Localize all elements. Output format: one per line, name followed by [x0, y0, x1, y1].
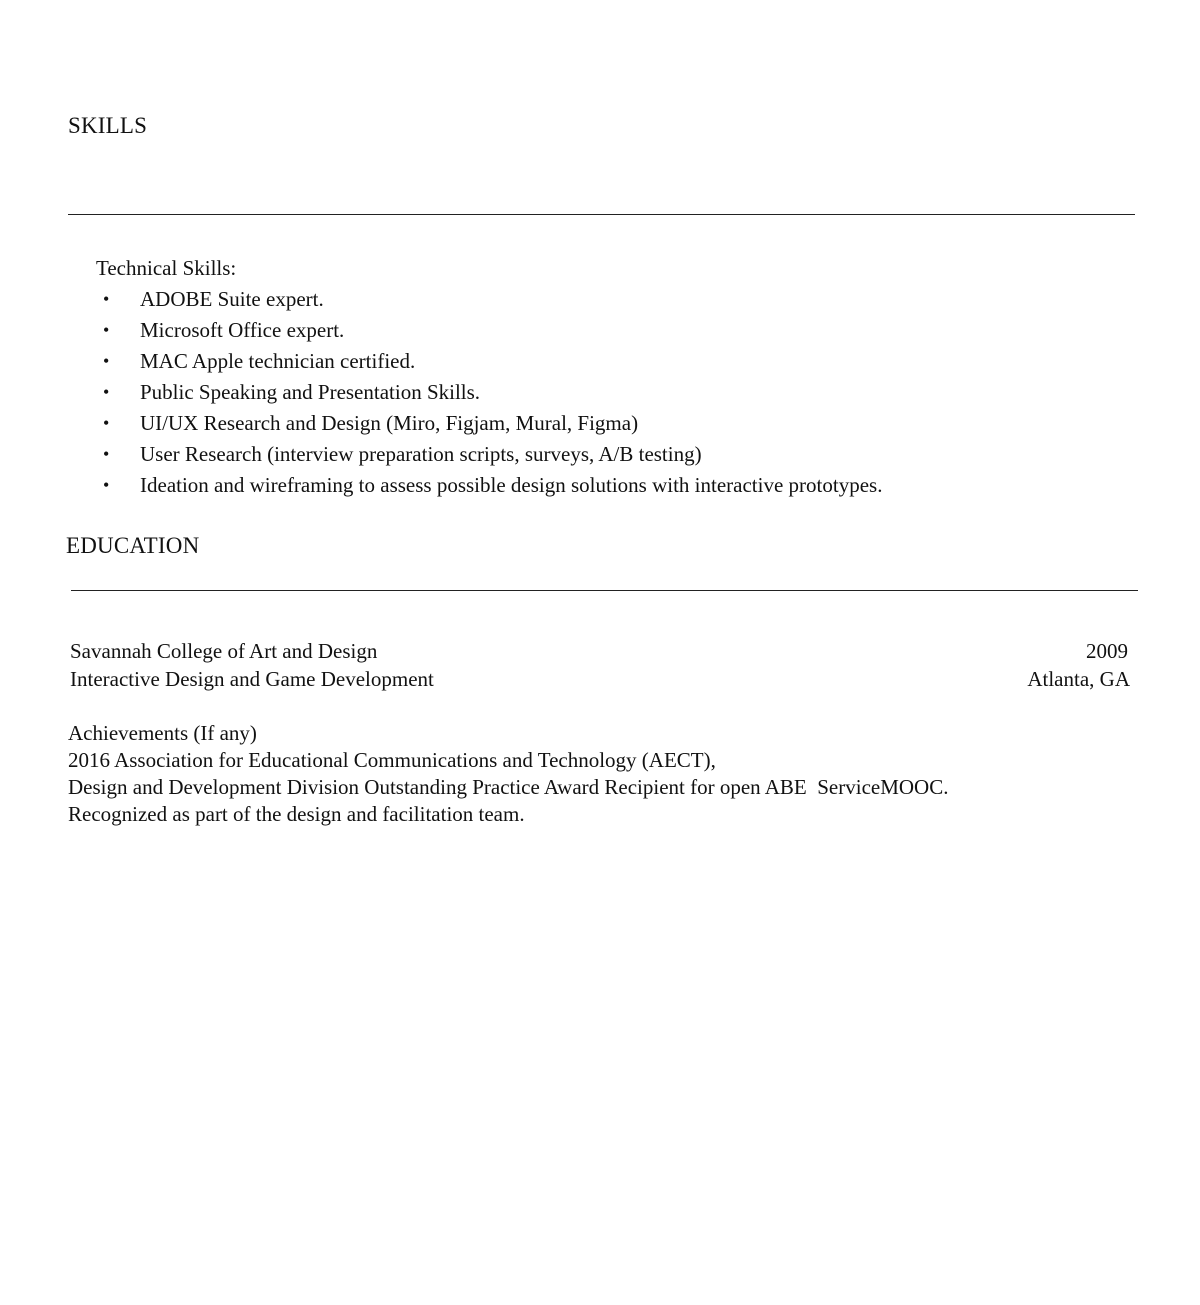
bullet-icon: • [103, 351, 110, 371]
skill-text: Ideation and wireframing to assess possible design solutions with interactive prototypes. [140, 473, 883, 497]
skills-heading: SKILLS [68, 113, 148, 138]
bullet-icon: • [103, 444, 110, 464]
skill-text: ADOBE Suite expert. [140, 287, 324, 311]
skill-text: User Research (interview preparation scripts, surveys, A/B testing) [140, 442, 702, 466]
bullet-icon: • [103, 382, 110, 402]
technical-skills-label: Technical Skills: [96, 256, 237, 280]
achievements-block [68, 720, 948, 828]
education-heading: EDUCATION [66, 533, 200, 558]
graduation-year: 2009 [1086, 639, 1128, 663]
achievement-line: Recognized as part of the design and facilitation team. [68, 802, 525, 826]
achievements-title: Achievements (If any) [68, 721, 257, 745]
bullet-icon: • [103, 413, 110, 433]
school-location: Atlanta, GA [1027, 667, 1130, 691]
bullet-icon: • [103, 475, 110, 495]
achievement-line: 2016 Association for Educational Communications and Technology (AECT), [68, 748, 716, 772]
skill-text: Public Speaking and Presentation Skills. [140, 380, 481, 404]
bullet-icon: • [103, 320, 110, 340]
education-divider [71, 590, 1138, 591]
skill-text: UI/UX Research and Design (Miro, Figjam, Mural, Figma) [140, 411, 639, 435]
skill-text: Microsoft Office expert. [140, 318, 345, 342]
degree-name: Interactive Design and Game Development [70, 667, 434, 691]
bullet-icon: • [103, 289, 110, 309]
skills-divider [68, 214, 1135, 215]
school-name: Savannah College of Art and Design [70, 639, 378, 663]
skill-text: MAC Apple technician certified. [140, 349, 416, 373]
achievement-line: Design and Development Division Outstanding Practice Award Recipient for open ABE ServiceMOOC. [68, 775, 949, 799]
